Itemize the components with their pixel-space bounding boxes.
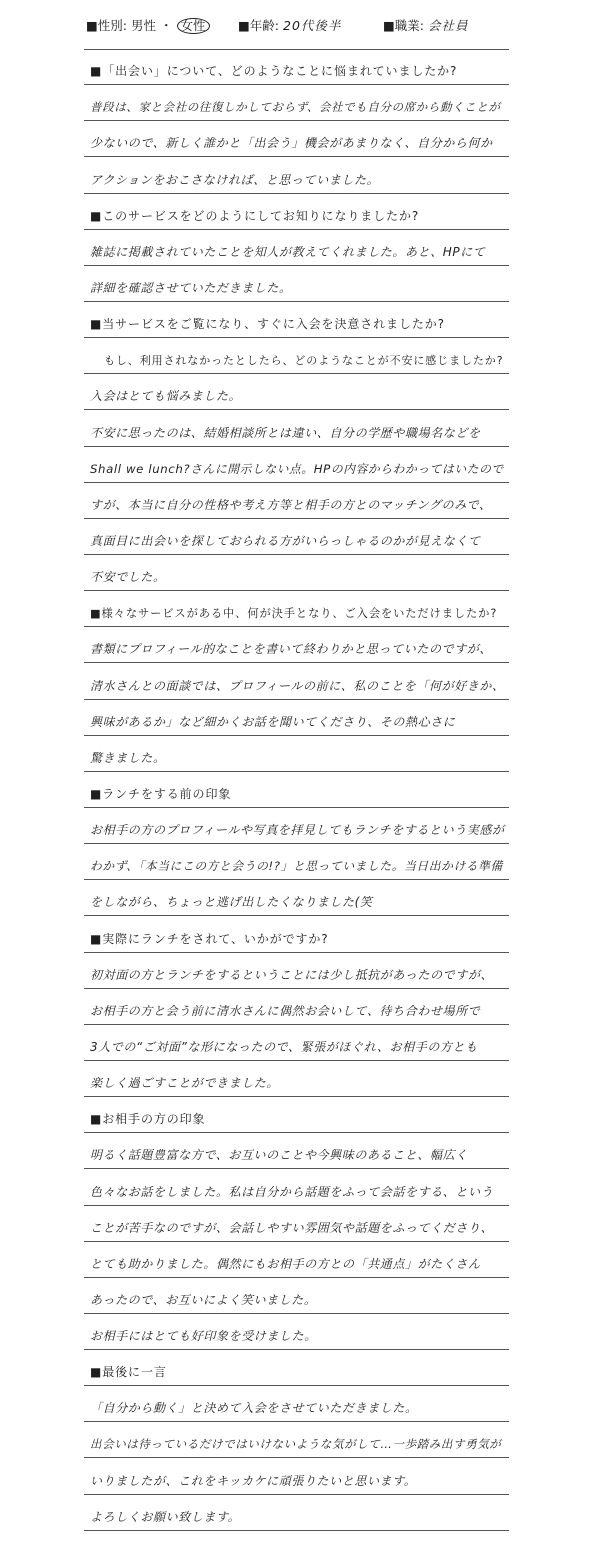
answer-text: 清水さんとの面談では、プロフィールの前に、私のことを「何が好きか、 <box>90 678 505 693</box>
gender-option-male: 男性 <box>131 18 157 33</box>
question-text: ■お相手の方の印象 <box>90 1112 206 1127</box>
answer-line <box>84 374 509 410</box>
answer-text: 少ないので、新しく誰かと「出会う」機会があまりなく、自分から何か <box>90 136 493 151</box>
answer-line <box>84 121 509 157</box>
question-text: ■様々なサービスがある中、何が決手となり、ご入会をいただけましたか? <box>90 607 498 621</box>
answer-line <box>84 1169 509 1205</box>
answer-text: Shall we lunch?さんに開示しない点。HPの内容からわかってはいたので <box>90 461 504 476</box>
question-text: ■当サービスをご覧になり、すぐに入会を決意されましたか? <box>90 317 445 332</box>
answer-text: 雑誌に掲載されていたことを知人が教えてくれました。あと、HPにて <box>90 244 486 259</box>
question-line <box>84 591 509 627</box>
answer-text: お相手の方のプロフィールや写真を拝見してもランチをするという実感が <box>90 823 505 838</box>
answer-text: ことが苦手なのですが、会話しやすい雰囲気や話題をふってくださり、 <box>90 1220 494 1235</box>
answer-line <box>84 736 509 772</box>
occupation-field <box>383 18 469 34</box>
answer-text: いりましたが、これをキッカケに頑張りたいと思います。 <box>90 1473 417 1488</box>
answer-line <box>84 230 509 266</box>
answer-text: 真面目に出会いを探しておられる方がいらっしゃるのかが見えなくて <box>90 533 481 548</box>
question-line <box>84 302 509 338</box>
answer-line <box>84 1025 509 1061</box>
answer-text: 普段は、家と会社の往復しかしておらず、会社でも自分の席から動くことが <box>90 100 501 115</box>
question-text: ■実際にランチをされて、いかがですか? <box>90 931 329 946</box>
question-line <box>84 772 509 808</box>
question-text: ■このサービスをどのようにしてお知りになりましたか? <box>90 208 420 223</box>
answer-text: わかず、「本当にこの方と会うの!?」と思っていました。当日出かける準備 <box>90 859 503 874</box>
answer-line <box>84 989 509 1025</box>
age-value: 20代後半 <box>283 18 342 33</box>
answer-text: をしながら、ちょっと逃げ出したくなりました(笑 <box>90 895 373 910</box>
answer-line <box>84 1061 509 1097</box>
answer-line <box>84 953 509 989</box>
answer-line <box>84 410 509 446</box>
answer-text: 詳細を確認させていただきました。 <box>90 280 292 295</box>
answer-line <box>84 1206 509 1242</box>
answer-text: 不安でした。 <box>90 570 166 585</box>
answer-line <box>84 844 509 880</box>
answer-line <box>84 627 509 663</box>
answer-line <box>84 447 509 483</box>
gender-field <box>86 18 210 34</box>
question-text: ■「出会い」について、どのようなことに悩まれていましたか? <box>90 64 458 79</box>
question-line <box>84 338 509 374</box>
question-line <box>84 194 509 230</box>
answer-line <box>84 266 509 302</box>
question-line <box>84 1350 509 1386</box>
occupation-value: 会社員 <box>428 18 469 33</box>
answer-line <box>84 483 509 519</box>
answer-line <box>84 880 509 916</box>
answer-text: 「自分から動く」と決めて入会をさせていただきました。 <box>90 1401 418 1416</box>
answer-line <box>84 157 509 193</box>
answer-line <box>84 663 509 699</box>
answer-text: 初対面の方とランチをするということには少し抵抗があったのですが、 <box>90 967 494 982</box>
answer-line <box>84 1495 509 1531</box>
profile-header <box>0 0 600 48</box>
age-field <box>238 18 341 34</box>
gender-separator: ・ <box>160 18 173 33</box>
answer-line <box>84 519 509 555</box>
answer-text: 楽しく過ごすことができました。 <box>90 1076 280 1091</box>
question-text: ■最後に一言 <box>90 1365 167 1380</box>
answer-text: 入会はとても悩みました。 <box>90 389 242 404</box>
answer-text: 3人での“ご対面”な形になったので、緊張がほぐれ、お相手の方とも <box>90 1039 478 1054</box>
answer-text: 興味があるか」など細かくお話を聞いてくださり、その熱心さに <box>90 714 456 729</box>
answer-text: とても助かりました。偶然にもお相手の方との「共通点」がたくさん <box>90 1256 481 1271</box>
occupation-label: ■職業: <box>383 18 425 33</box>
answer-text: アクションをおこさなければ、と思っていました。 <box>90 172 380 187</box>
age-label: ■年齢: <box>238 18 280 33</box>
answer-line <box>84 700 509 736</box>
answer-text: 色々なお話をしました。私は自分から話題をふって会話をする、という <box>90 1184 494 1199</box>
answer-text: すが、本当に自分の性格や考え方等と相手の方とのマッチングのみで、 <box>90 497 492 512</box>
answer-line <box>84 1133 509 1169</box>
answer-line <box>84 1422 509 1458</box>
answer-text: 驚きました。 <box>90 750 166 765</box>
ruled-lines <box>84 49 509 1531</box>
answer-line <box>84 1386 509 1422</box>
answer-line <box>84 1458 509 1494</box>
answer-text: お相手の方と会う前に清水さんに偶然お会いして、待ち合わせ場所で <box>90 1003 481 1018</box>
answer-text: よろしくお願い致します。 <box>90 1509 241 1524</box>
answer-text: あったので、お互いによく笑いました。 <box>90 1292 317 1307</box>
answer-line <box>84 1242 509 1278</box>
answer-text: 明るく話題豊富な方で、お互いのことや今興味のあること、幅広く <box>90 1148 468 1163</box>
question-line <box>84 1097 509 1133</box>
answer-text: お相手にはとても好印象を受けました。 <box>90 1329 317 1344</box>
answer-line <box>84 85 509 121</box>
gender-label: ■性別: <box>86 18 128 33</box>
answer-text: 書類にプロフィール的なことを書いて終わりかと思っていたのですが、 <box>90 642 493 657</box>
answer-line <box>84 555 509 591</box>
question-text: もし、利用されなかったとしたら、どのようなことが不安に感じましたか? <box>104 354 504 368</box>
answer-text: 不安に思ったのは、結婚相談所とは違い、自分の学歴や職場名などを <box>90 425 481 440</box>
answer-line <box>84 1278 509 1314</box>
gender-option-female-circled: 女性 <box>177 18 210 34</box>
answer-line <box>84 808 509 844</box>
question-line <box>84 916 509 952</box>
question-line <box>84 49 509 85</box>
answer-line <box>84 1314 509 1350</box>
answer-text: 出会いは待っているだけではいけないような気がして…一歩踏み出す勇気が <box>90 1437 502 1452</box>
question-text: ■ランチをする前の印象 <box>90 786 232 801</box>
